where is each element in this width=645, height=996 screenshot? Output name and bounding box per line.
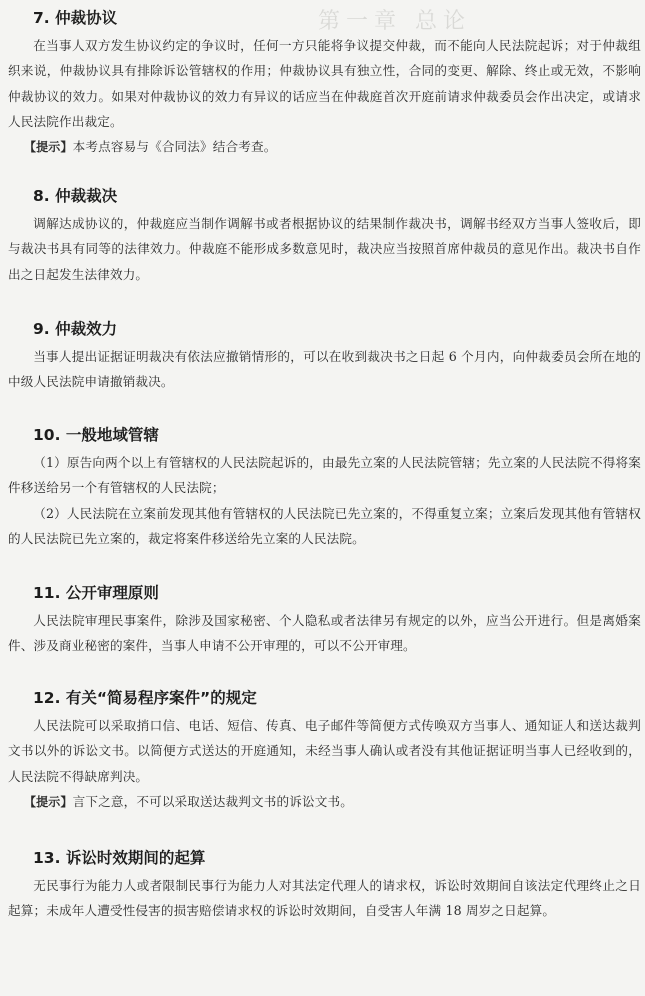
tip-text: 本考点容易与《合同法》结合考查。: [72, 139, 277, 155]
section-heading: 13. 诉讼时效期间的起算: [33, 849, 206, 867]
section-paragraph: 在当事人双方发生协议约定的争议时，任何一方只能将争议提交仲裁，而不能向人民法院起诉；对于仲裁组织来说，仲裁协议具有排除诉讼管辖权的作用；仲裁协议具有独立性，合同的变更、解除、终止或无效，不影响仲裁协议的效力。如果对仲裁协议的效力有异议的话应当在仲裁庭首次开庭前请求仲裁委员会作出决定，或请求人民法院作出裁定。: [8, 38, 641, 129]
section-public-trial-principle: [0, 583, 645, 659]
section-limitation-period-start: [0, 848, 645, 924]
section-paragraph: （2）人民法院在立案前发现其他有管辖权的人民法院已先立案的，不得重复立案；立案后发现其他有管辖权的人民法院已先立案的，裁定将案件移送给先立案的人民法院。: [8, 505, 641, 546]
tip-label: 【提示】: [24, 140, 73, 155]
section-paragraph: 人民法院审理民事案件，除涉及国家秘密、个人隐私或者法律另有规定的以外，应当公开进行。但是离婚案件、涉及商业秘密的案件，当事人申请不公开审理的，可以不公开审理。: [8, 613, 641, 654]
tip-label: 【提示】: [24, 794, 73, 809]
tip-note: [0, 789, 645, 815]
section-paragraph: （1）原告向两个以上有管辖权的人民法院起诉的，由最先立案的人民法院管辖；先立案的人民法院不得将案件移送给另一个有管辖权的人民法院；: [8, 455, 641, 496]
section-heading: 10. 一般地域管辖: [33, 426, 159, 444]
tip-text: 言下之意，不可以采取送达裁判文书的诉讼文书。: [72, 793, 353, 809]
section-heading: 9. 仲裁效力: [33, 320, 118, 338]
section-general-territorial-jurisdiction: [0, 425, 645, 551]
section-paragraph: 无民事行为能力人或者限制民事行为能力人对其法定代理人的请求权，诉讼时效期间自该法定代理终止之日起算；未成年人遭受性侵害的损害赔偿请求权的诉讼时效期间，自受害人年满 18 周岁之日起算。: [8, 878, 641, 919]
section-heading: 12. 有关“简易程序案件”的规定: [33, 689, 257, 707]
section-arbitration-award: [0, 186, 645, 287]
section-paragraph: 调解达成协议的，仲裁庭应当制作调解书或者根据协议的结果制作裁决书，调解书经双方当事人签收后，即与裁决书具有同等的法律效力。仲裁庭不能形成多数意见时，裁决应当按照首席仲裁员的意见作出。裁决书自作出之日起发生法律效力。: [8, 216, 641, 282]
section-arbitration-effect: [0, 319, 645, 395]
section-arbitration-agreement: [0, 8, 645, 160]
section-heading: 7. 仲裁协议: [33, 9, 118, 27]
section-heading: 8. 仲裁裁决: [33, 187, 118, 205]
tip-note: [0, 134, 645, 160]
section-paragraph: 人民法院可以采取捎口信、电话、短信、传真、电子邮件等简便方式传唤双方当事人、通知证人和送达裁判文书以外的诉讼文书。以简便方式送达的开庭通知，未经当事人确认或者没有其他证据证明当事人已经收到的，人民法院不得缺席判决。: [8, 718, 641, 784]
bleed-through-watermark: 第一章 总论: [318, 9, 471, 34]
section-heading: 11. 公开审理原则: [33, 584, 159, 602]
section-paragraph: 当事人提出证据证明裁决有依法应撤销情形的，可以在收到裁决书之日起 6 个月内，向仲裁委员会所在地的中级人民法院申请撤销裁决。: [8, 349, 641, 390]
section-simplified-procedure: [0, 688, 645, 815]
